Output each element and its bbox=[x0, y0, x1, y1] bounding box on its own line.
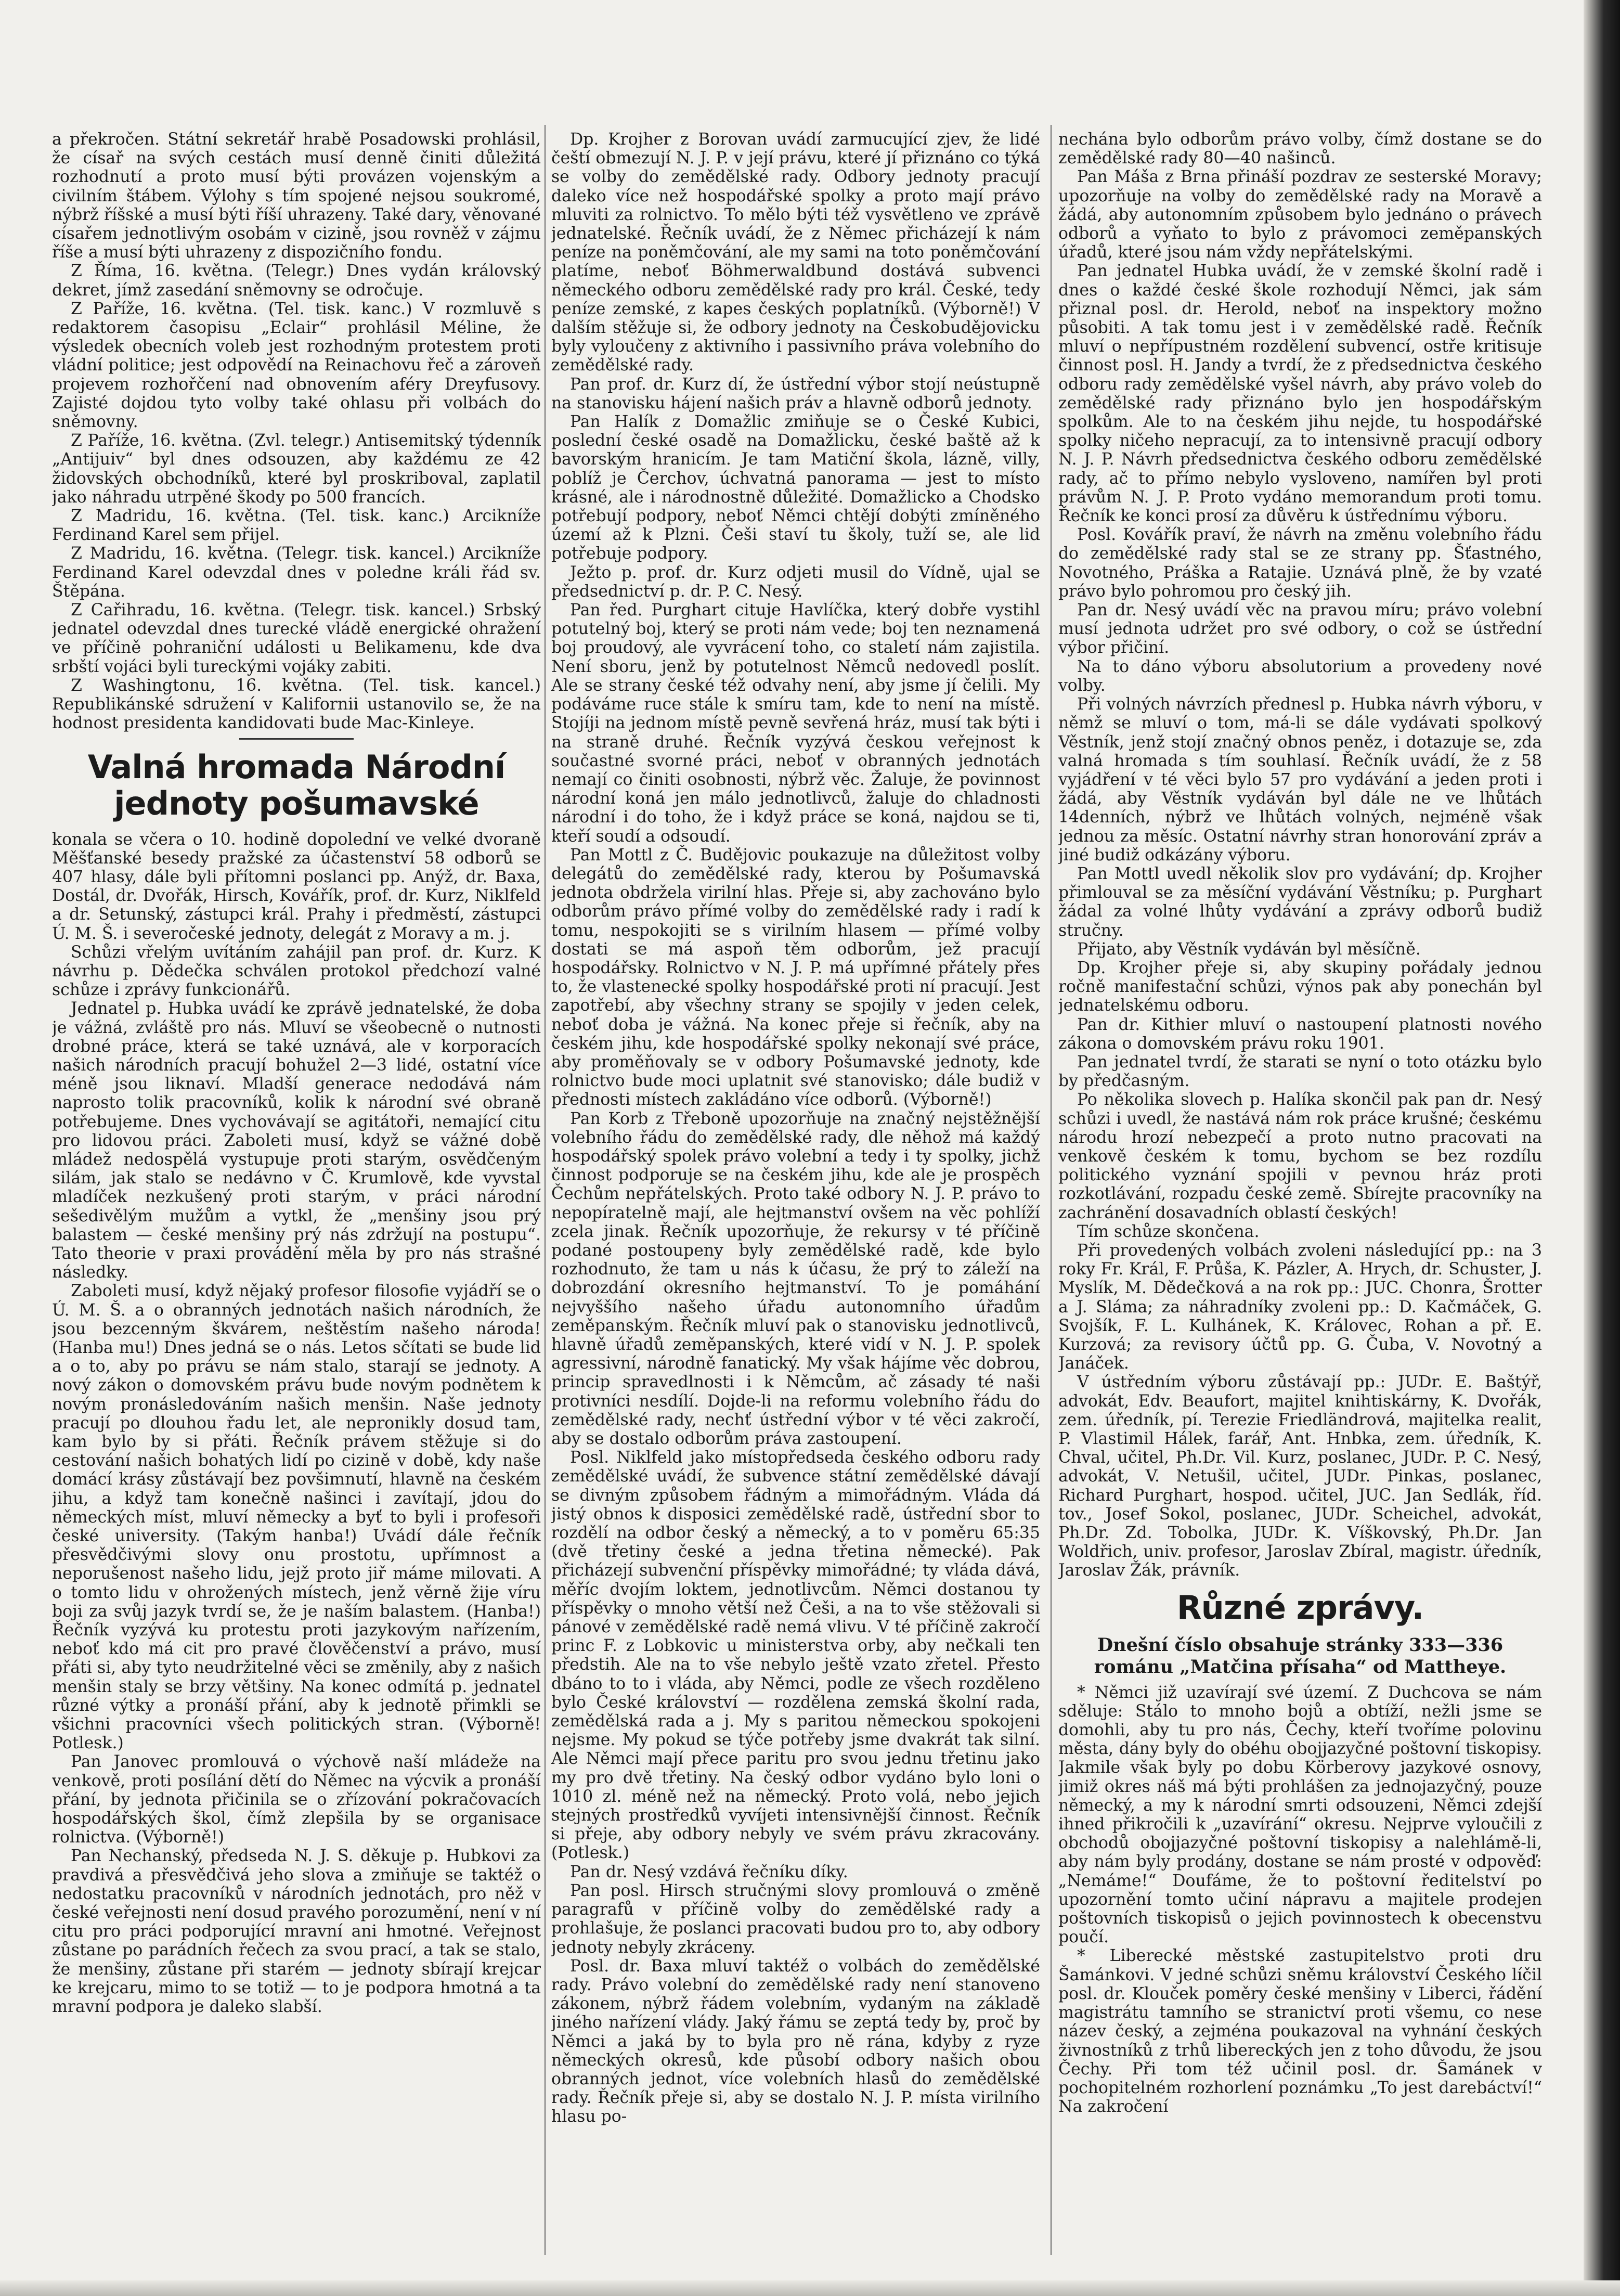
article-text: Pan prof. dr. Kurz dí, že ústřední výbor stojí neústupně na stanovisku hájení našich práv a hlavně odborů jednoty. bbox=[551, 375, 1040, 412]
article-text: Pan Janovec promlouvá o výchově naší mládeže na venkově, proti posílání dětí do Němec na výcvik a pronáší přání, by jednota přičinila se o zřízování pokračovacích hospodářských škol, čímž zlepšila by se organisace rolnictva. (Výborně!) bbox=[52, 1752, 541, 1847]
column-middle bbox=[551, 130, 1040, 2252]
article-text: Pan dr. Nesý vzdává řečníku díky. bbox=[570, 1862, 848, 1881]
column-divider bbox=[1051, 125, 1052, 2255]
article-text: Ježto p. prof. dr. Kurz odjeti musil do Vídně, ujal se předsednictví p. dr. P. C. Nesý. bbox=[551, 563, 1040, 601]
news-paragraph: Z Madridu, 16. května. (Telegr. tisk. kancel.) Arcikníže Ferdinand Karel odevzdal dnes v poledne králi řád sv. Štěpána. bbox=[52, 544, 541, 601]
article-text: Pan dr. Kithier mluví o nastoupení platnosti nového zákona o domovském právu roku 1901. bbox=[1058, 1015, 1542, 1053]
article-heading: Valná hromada Národní jednoty pošumavské bbox=[87, 747, 506, 822]
news-paragraph: Z Cařihradu, 16. května. (Telegr. tisk. kancel.) Srbský jednatel odevzdal dnes turecké vládě energické ohražení ve příčině pohraniční události u Belikamenu, kde dva srbští vojáci byli tureckými vojáky zabiti. bbox=[52, 601, 541, 676]
section-rule bbox=[239, 738, 354, 740]
news-paragraph: Z Paříže, 16. května. (Tel. tisk. kanc.) V rozmluvě s redaktorem časopisu „Eclair“ prohlásil Méline, že výsledek obecních voleb jest rozhodným protestem proti vládní politice; jest odpovědí na Reinachovu řeč a zároveň projevem rozhořčení nad obnovením aféry Dreyfusovy. Zajisté dojdou tyto volby také ohlasu při volbách do sněmovny. bbox=[52, 299, 541, 432]
article-text: a překročen. Státní sekretář hrabě Posadowski prohlásil, že císař na svých cestách musí denně činiti důležitá rozhodnutí a proto musí býti provázen vojenským a civilním štábem. Výlohy s tím spojené nejsou soukromé, nýbrž říšské a musí býti říší uhrazeny. Také dary, věnované císařem jednotlivým osobám v cizině, jsou rovněž v zájmu říše a musí býti uhrazeny z dispozičního fondu. bbox=[52, 130, 541, 262]
article-text: Pan Mottl uvedl několik slov pro vydávání; dp. Krojher přimlouval se za měsíční vydávání Věstníku; p. Purghart žádal za volné lhůty vydávání a zprávy odborů budiž stručny. bbox=[1058, 864, 1542, 940]
article-text: Dp. Krojher z Borovan uvádí zarmucující zjev, že lidé čeští obmezují N. J. P. v její právu, které jí přiznáno co týká se volby do zemědělské rady. Odbory jednoty pracují daleko více než hospodářské spolky a proto mají právo mluviti za rolnictvo. To mělo býti též vysvětleno ve zprávě jednatelské. Řečník uvádí, že z Němec přicházejí k nám peníze na poněmčování, ale my sami na toto poněmčování platíme, neboť Böhmerwaldbund dostává subvenci německého odboru zemědělské rady pro král. České, tedy peníze zemské, z kapes českých poplatníků. (Výborně!) V dalším stěžuje si, že odbory jednoty na Českobudějovicku byly vyloučeny z aktivního i passivního práva volebního do zemědělské rady. bbox=[551, 130, 1040, 375]
article-text: Tím schůze skončena. bbox=[1077, 1222, 1260, 1241]
article-text: Pan Halík z Domažlic zmiňuje se o České Kubici, poslední české osadě na Domažlicku, české baště až k bavorským hranicím. Je tam Matiční škola, lázně, villy, poblíž je Čerchov, úchvatná panorama — jest to místo krásné, ale i národnostně důležité. Domažlicko a Chodsko potřebují podpory, neboť Němci chtějí dobýti zmíněného území až k Plzni. Češi staví tu školy, tuží se, ale lid potřebuje podpory. bbox=[551, 412, 1040, 563]
article-text: Pan jednatel Hubka uvádí, že v zemské školní radě i dnes o každé české škole rozhodují Němci, jak sám přiznal posl. dr. Herold, neboť na inspektory možno působiti. A tak tomu jest i v zemědělské radě. Řečník mluví o nepřípustném rozdělení subvencí, ostře kritisuje činnost posl. H. Jandy a tvrdí, že z předsednictva českého odboru rady zemědělské vyšel návrh, aby právo voleb do zemědělské rady přiznáno bylo jen hospodářským spolkům. Ale to na českém jihu nejde, tu hospodářské spolky ničeho nepracují, za to intensivně pracují odbory N. J. P. Návrh předsednictva českého odboru zemědělské rady, ač to přímo nebylo vysloveno, namířen byl proti právům N. J. P. Proto vydáno memorandum proti tomu. Řečník ke konci prosí za důvěru k ústřednímu výboru. bbox=[1058, 262, 1542, 526]
article-text: Posl. dr. Baxa mluví taktéž o volbách do zemědělské rady. Právo volební do zemědělské rady není stanoveno zákonem, nýbrž řádem volebním, vydaným na základě jiného nařízení vlády. Jaký řámu se zeptá tedy by, proč by Němci a jaká by to byla pro ně rána, kdyby z ryze německých okresů, kde působí odbory našich obou obranných jednot, více volebních hlasů do zemědělské rady. Řečník přeje si, aby se dostalo N. J. P. místa virilního hlasu po- bbox=[551, 1956, 1040, 2126]
article-text: Zaboleti musí, když nějaký profesor filosofie vyjádří se o Ú. M. Š. a o obranných jednotách našich národních, že jsou bezcenným škvárem, neštěstím našeho národa! (Hanba mu!) Dnes jedná se o nás. Letos sčítati se bude lid a o to, aby po právu se nám stalo, starají se jednoty. A nový zákon o domovském právu bude novým podnětem k novým pronásledováním našich menšin. Naše jednoty pracují po dlouhou řadu let, ale nepronikly dosud tam, kam bylo by si přáti. Řečník právem stěžuje si do cestování našich bohatých lidí po cizině v době, kdy naše domácí krásy zůstávají bez povšimnutí, hlavně na českém jihu, a když tam konečně našinci i zavítají, jdou do německých míst, mluví německy a byť to byli i profesoři české university. (Takým hanba!) Uvádí dále řečník přesvědčivými slovy onu prostotu, upřímnost a neporušenost našeho lidu, jejž proto jiř máme milovati. A o tomto lidu v ohrožených místech, jenž věrně žije víru boji za svůj jazyk tvrdí se, že je naším balastem. (Hanba!) Řečník vyzývá ku protestu proti jazykovým nařízením, neboť kdo má cit pro pravé člověčenství a právo, musí přáti si, aby tyto neudržitelné věci se změnily, aby z našich menšin staly se brzy většiny. Na konec odmítá p. jednatel různé výtky a pronáší přání, aby k jednotě přimkli se všichni pracovníci všech politických stran. (Výborně! Potlesk.) bbox=[52, 1282, 541, 1753]
article-text: Posl. Niklfeld jako místopředseda českého odboru rady zemědělské uvádí, že subvence státní zemědělské dávají se divným způsobem řádným a mimořádným. Vláda dá jistý obnos k disposici zemědělské radě, ústřední sbor to rozdělí na odbor český a německý, a to v poměru 65:35 (dvě třetiny české a jedna třetina německé). Pak přicházejí subvenční příspěvky mimořádné; ty vláda dává, měříc dvojím loktem, jednotlivcům. Němci dostanou ty příspěvky o mnoho větší než Češi, a na to vše stěžovali si pánové v zemědělské radě nemá vlivu. V té příčině zakročí princ F. z Lobkovic u ministerstva orby, aby nečkali ten předstih. Ale na to vše nebylo ještě vzato zřetel. Přesto dbáno to to i vláda, aby Němci, podle ze všech rozděleno bylo České království — rozdělena zemská školní rada, zemědělská rada a j. My s paritou německou spokojeni nejsme. My pokud se týče potřeby jsme dvakrát tak silní. Ale Němci mají přece paritu pro svou jednu třetinu jako my pro dvě třetiny. Na český odbor vydáno bylo loni o 1010 zl. méně než na německý. Proto volá, nebo jejich stejných prostředků vyvíjeti intensivnější činnost. Řečník si přeje, aby odbory nebyly ve svém právu zkracovány. (Potlesk.) bbox=[551, 1448, 1040, 1863]
article-text: Pan posl. Hirsch stručnými slovy promlouvá o změně paragrafů v příčině volby do zemědělské rady a prohlašuje, že poslanci pracovati budou pro to, aby odbory jednoty nebyly zkráceny. bbox=[551, 1881, 1040, 1957]
article-text: Pan Nechanský, předseda N. J. S. děkuje p. Hubkovi za pravdivá a přesvědčivá jeho slova a zmiňuje se taktéž o nedostatku pracovníků v národních jednotách, pro něž v české veřejnosti není dosud pravého porozumění, není v ní citu pro práci podporující mravní ani hmotné. Veřejnost zůstane po parádních řečech za svou prací, a tak se stalo, že menšiny, zůstane při starém — jednoty sbírají krejcar ke krejcaru, mimo to se totiž — to je podpora hmotná a ta mravní podpora je daleko slabší. bbox=[52, 1847, 541, 2017]
article-text: Na to dáno výboru absolutorium a provedeny nové volby. bbox=[1058, 657, 1542, 695]
article-text: Při volných návrzích přednesl p. Hubka návrh výboru, v němž se mluví o tom, má-li se dále vydávati spolkový Věstník, jenž stojí značný obnos peněz, i dotazuje se, zda valná hromada s tím souhlasí. Řečník uvádí, že z 58 vyjádření v té věci bylo 57 pro vydávání a jeden proti i žádá, aby Věstník vydáván byl dále ne ve lhůtách 14denních, nýbrž ve lhůtách volných, nejméně však jednou za měsíc. Ostatní návrhy stran honorování zpráv a jiné budiž odkázány výboru. bbox=[1058, 695, 1542, 865]
article-text: Dp. Krojher přeje si, aby skupiny pořádaly jednou ročně manifestační schůzi, výnos pak aby ponechán byl jednatelskému odboru. bbox=[1058, 958, 1542, 1015]
news-paragraph: Z Madridu, 16. května. (Tel. tisk. kanc.) Arcikníže Ferdinand Karel sem přijel. bbox=[52, 507, 541, 545]
scan-edge bbox=[1584, 0, 1620, 2296]
article-text: nechána bylo odborům právo volby, čímž dostane se do zemědělské rady 80—40 našinců. bbox=[1058, 130, 1542, 168]
news-paragraph: Z Paříže, 16. května. (Zvl. telegr.) Antisemitský týdenník „Antijuiv“ byl dnes odsouzen, aby každému ze 42 židovských obchodníků, které byl proskriboval, zaplatil jako náhradu utrpěné škody po 500 francích. bbox=[52, 431, 541, 507]
news-paragraph: Z Washingtonu, 16. května. (Tel. tisk. kancel.) Republikánské sdružení v Kalifornii ustanovilo se, že na hodnost presidenta kandidovati bude Mac-Kinleye. bbox=[52, 676, 541, 733]
article-text: Při provedených volbách zvoleni následující pp.: na 3 roky Fr. Král, F. Průša, K. Pázler, A. Hrych, dr. Schuster, J. Myslík, M. Dědečková a na rok pp.: JUC. Chonra, Šrotter a J. Sláma; za náhradníky zvoleni pp.: D. Kačmáček, G. Svojšík, F. L. Kulhánek, K. Královec, Rohan a př. E. Kurzová; za revisory účtů pp. G. Čuba, V. Novotný a Janáček. bbox=[1058, 1241, 1542, 1373]
column-divider bbox=[545, 125, 546, 2255]
article-text: Posl. Kovářík praví, že návrh na změnu volebního řádu do zemědělské rady stal se ze strany pp. Šťastného, Novotného, Práška a Ratajie. Uznává plně, že by vzaté právo bylo pohromou pro český jih. bbox=[1058, 525, 1542, 601]
section-heading: Různé zprávy. bbox=[1176, 1588, 1424, 1627]
article-text: Pan Máša z Brna přináší pozdrav ze sesterské Moravy; upozorňuje na volby do zemědělské rady na Moravě a žádá, aby autonomním způsobem bylo jednáno o právech odborů a vyňato to bylo z právomoci zeměpanských úřadů, které jsou nám vždy nepřátelskými. bbox=[1058, 167, 1542, 262]
article-text: Po několika slovech p. Halíka skončil pak pan dr. Nesý schůzi i uvedl, že nastává nám rok práce krušné; českému národu hrozí nebezpečí a proto nutno pracovati na venkově českém k tomu, bychom se bez rozdílu politického vyznání spojili v pevnou hráz proti rozkotlávání, rozpadu české země. Sbírejte pracovníky na zachránění dosavadních oblastí českých! bbox=[1058, 1090, 1542, 1222]
article-text: Jednatel p. Hubka uvádí ke zprávě jednatelské, že doba je vážná, zvláště pro nás. Mluví se všeobecně o nutnosti drobné práce, která se také uznává, ale v korporacích našich národních pracují bohužel 2—3 lidé, ostatní více méně jsou liknaví. Mladší generace nedodává nám naprosto tolik pracovníků, kolik k národní své obraně potřebujeme. Dnes vychovávají se agitátoři, nemající citu pro lidovou práci. Zaboleti musí, když se vážné době mládež nedospělá vystupuje proti starým, osvědčeným silám, jak stalo se nedávno v Č. Krumlově, kde vyvstal mladíček nezkušený proti starým, v práci národní sešedivělým mužům a vytkl, že „menšiny jsou prý balastem — české menšiny prý nás zdržují na postupu“. Tato theorie v praxi provádění měla by pro nás strašné následky. bbox=[52, 999, 541, 1282]
column-right bbox=[1058, 130, 1542, 2252]
article-text: Přijato, aby Věstník vydáván byl měsíčně. bbox=[1077, 939, 1421, 959]
article-text: Pan řed. Purghart cituje Havlíčka, který dobře vystihl potutelný boj, který se proti nám vede; boj ten neznamená boj proudový, ale vyvrácení toho, co staletí nám zajistila. Není sboru, jenž by potutelnost Němců nedovedl poslít. Ale se strany české též odvahy není, aby jsme jí čelili. My podáváme ruce stále k smíru tam, kde to není na místě. Stojíji na jednom místě pevně sevřená hráz, musí tak býti i na straně druhé. Řečník vyzývá českou veřejnost k součastné svorné práci, neboť v obranných jednotách nemají co činiti osobnosti, nýbrž věc. Žaluje, že povinnost národní koná jen málo jednotlivců, žaluje do chladnosti národní i do toho, že i když práce se koná, najdou se ti, kteří soudí a odsoudí. bbox=[551, 601, 1040, 846]
article-text: Pan dr. Nesý uvádí věc na pravou míru; právo volební musí jednota udržet pro své odbory, o což se ústřední výbor přičiní. bbox=[1058, 601, 1542, 657]
column-left bbox=[52, 130, 541, 2252]
article-text: Pan Korb z Třeboně upozorňuje na značný nejstěžnější volebního řádu do zemědělské rady, dle něhož má každý hospodářský spolek právo volební a tedy i ty spolky, jichž činnost podporuje se na českém jihu, kde ale je prospěch Čechům nepřátelských. Proto také odbory N. J. P. právo to nepopíratelně mají, ale hejtmanství ovšem na věc pohlíží zcela jinak. Řečník upozorňuje, že rekursy v té příčině podané postoupeny byly zemědělské radě, kde bylo rozhodnuto, že tam u nás k účasu, že prý to záleží na dobrozdání okresního hejtmanství. To je pomáhání nejvyššího našeho úřadu autonomního úřadům zeměpanským. Řečník mluví pak o stanovisku jednotlivců, hlavně úřadů zeměpanských, které vidí v N. J. P. spolek agressivní, národně fanatický. My však hájíme věc dobrou, princip spravedlnosti i k Němcům, ač zásady té naši protivníci nesdílí. Dojde-li na reformu volebního řádu do zemědělské rady, nechť ústřední výbor v té věci zakročí, aby se dostalo odborům práva zastoupení. bbox=[551, 1109, 1040, 1449]
article-text: Pan Mottl z Č. Budějovic poukazuje na důležitost volby delegátů do zemědělské rady, kterou by Pošumavská jednota obdržela virilní hlas. Přeje si, aby zachováno bylo odborům právo přímé volby do zemědělské rady i radí k tomu, nespokojiti se s virilním hlasem — přímé volby dostati se má aspoň těm odborům, jež pracují hospodářsky. Rolnictvo v N. J. P. má upřímné přátely přes to, že vlastenecké spolky hospodářské proti ní pracují. Jest zapotřebí, aby všechny strany se spojily v jeden celek, neboť doba je vážná. Na konec přeje si řečník, aby na českém jihu, kde hospodářské spolky nekonají své práce, aby proměňovaly se v odbory Pošumavské jednoty, kde rolnictvo bude moci uplatnit své stanovisko; dále budiž v přednosti místech zakládáno více odborů. (Výborně!) bbox=[551, 845, 1040, 1110]
article-text: Schůzi vřelým uvítáním zahájil pan prof. dr. Kurz. K návrhu p. Dědečka schválen protokol předchozí valné schůze i zprávy funkcionářů. bbox=[52, 943, 541, 1000]
article-text: V ústředním výboru zůstávají pp.: JUDr. E. Baštýř, advokát, Edv. Beaufort, majitel knihtiskárny, K. Dvořák, zem. úředník, pí. Terezie Friedländrová, majitelka realit, P. Vlastimil Hálek, farář, Ant. Hnbka, zem. úředník, K. Chval, učitel, Ph.Dr. Vil. Kurz, poslanec, JUDr. P. C. Nesý, advokát, V. Netušil, učitel, JUDr. Pinkas, poslanec, Richard Purghart, hospod. učitel, JUC. Jan Sedlák, říd. tov., Josef Sokol, poslanec, JUDr. Scheichel, advokát, Ph.Dr. Zd. Tobolka, JUDr. K. Víškovský, Ph.Dr. Jan Woldřich, univ. profesor, Jaroslav Zbíral, magistr. úředník, Jaroslav Žák, právník. bbox=[1058, 1373, 1542, 1580]
section-subheading: Dnešní číslo obsahuje stránky 333—336 románu „Matčina přísaha“ od Mattheye. bbox=[1094, 1634, 1507, 1678]
article-text: Pan jednatel tvrdí, že starati se nyní o toto otázku bylo by předčasným. bbox=[1058, 1052, 1542, 1091]
news-paragraph: * Liberecké městské zastupitelstvo proti dru Šamánkovi. V jedné schůzi sněmu království Českého líčil posl. dr. Klouček poměry české menšiny v Liberci, řádění magistrátu tamního se stranictví proti všemu, co nese název český, a zejména poukazoval na vyhnání českých živnostníků z trhů libereckých jen z toho důvodu, že jsou Čechy. Při tom též učinil posl. dr. Šamánek v pochopitelném rozhorlení poznámku „To jest darebáctví!“ Na zakročení bbox=[1058, 1946, 1542, 2117]
article-text: konala se včera o 10. hodině dopolední ve velké dvoraně Měšťanské besedy pražské za účastenství 58 odborů se 407 hlasy, dále byli přítomni poslanci pp. Anýž, dr. Baxa, Dostál, dr. Dvořák, Hirsch, Kovářík, prof. dr. Kurz, Niklfeld a dr. Setunský, zástupci král. Prahy i předměstí, zástupci Ú. M. Š. i severočeské jednoty, delegát z Moravy a m. j. bbox=[52, 830, 541, 943]
news-paragraph: Z Říma, 16. května. (Telegr.) Dnes vydán královský dekret, jímž zasedání sněmovny se odročuje. bbox=[52, 262, 541, 300]
news-paragraph: * Němci již uzavírají své území. Z Duchcova se nám sděluje: Stálo to mnoho bojů a obtíží, nežli jsme se domohli, aby tu pro nás, Čechy, kteří tvoříme polovinu města, dány byly do obéhu obojjazyčné poštovní tiskopisy. Jakmile však byly po dobu Körberovy jazykové osnovy, jimiž okres náš má býti prohlášen za jednojazyčný, pouze německý, a my k národní smrti odsouzeni, Němci zdejší ihned přikročili k „uzavírání“ okresu. Nejprve vyloučili z obchodů obojjazyčné poštovní tiskopisy a nalehlámě-li, aby nám byly prodány, dostane se nám prosté v odpověď: „Nemáme!“ Doufáme, že to poštovní ředitelství po upozornění tomto učiní nápravu a majitele prodejen poštovních tiskopisů o jejich povinnostech k obecenstvu poučí. bbox=[1058, 1683, 1542, 1947]
scan-edge bbox=[0, 2280, 1620, 2296]
